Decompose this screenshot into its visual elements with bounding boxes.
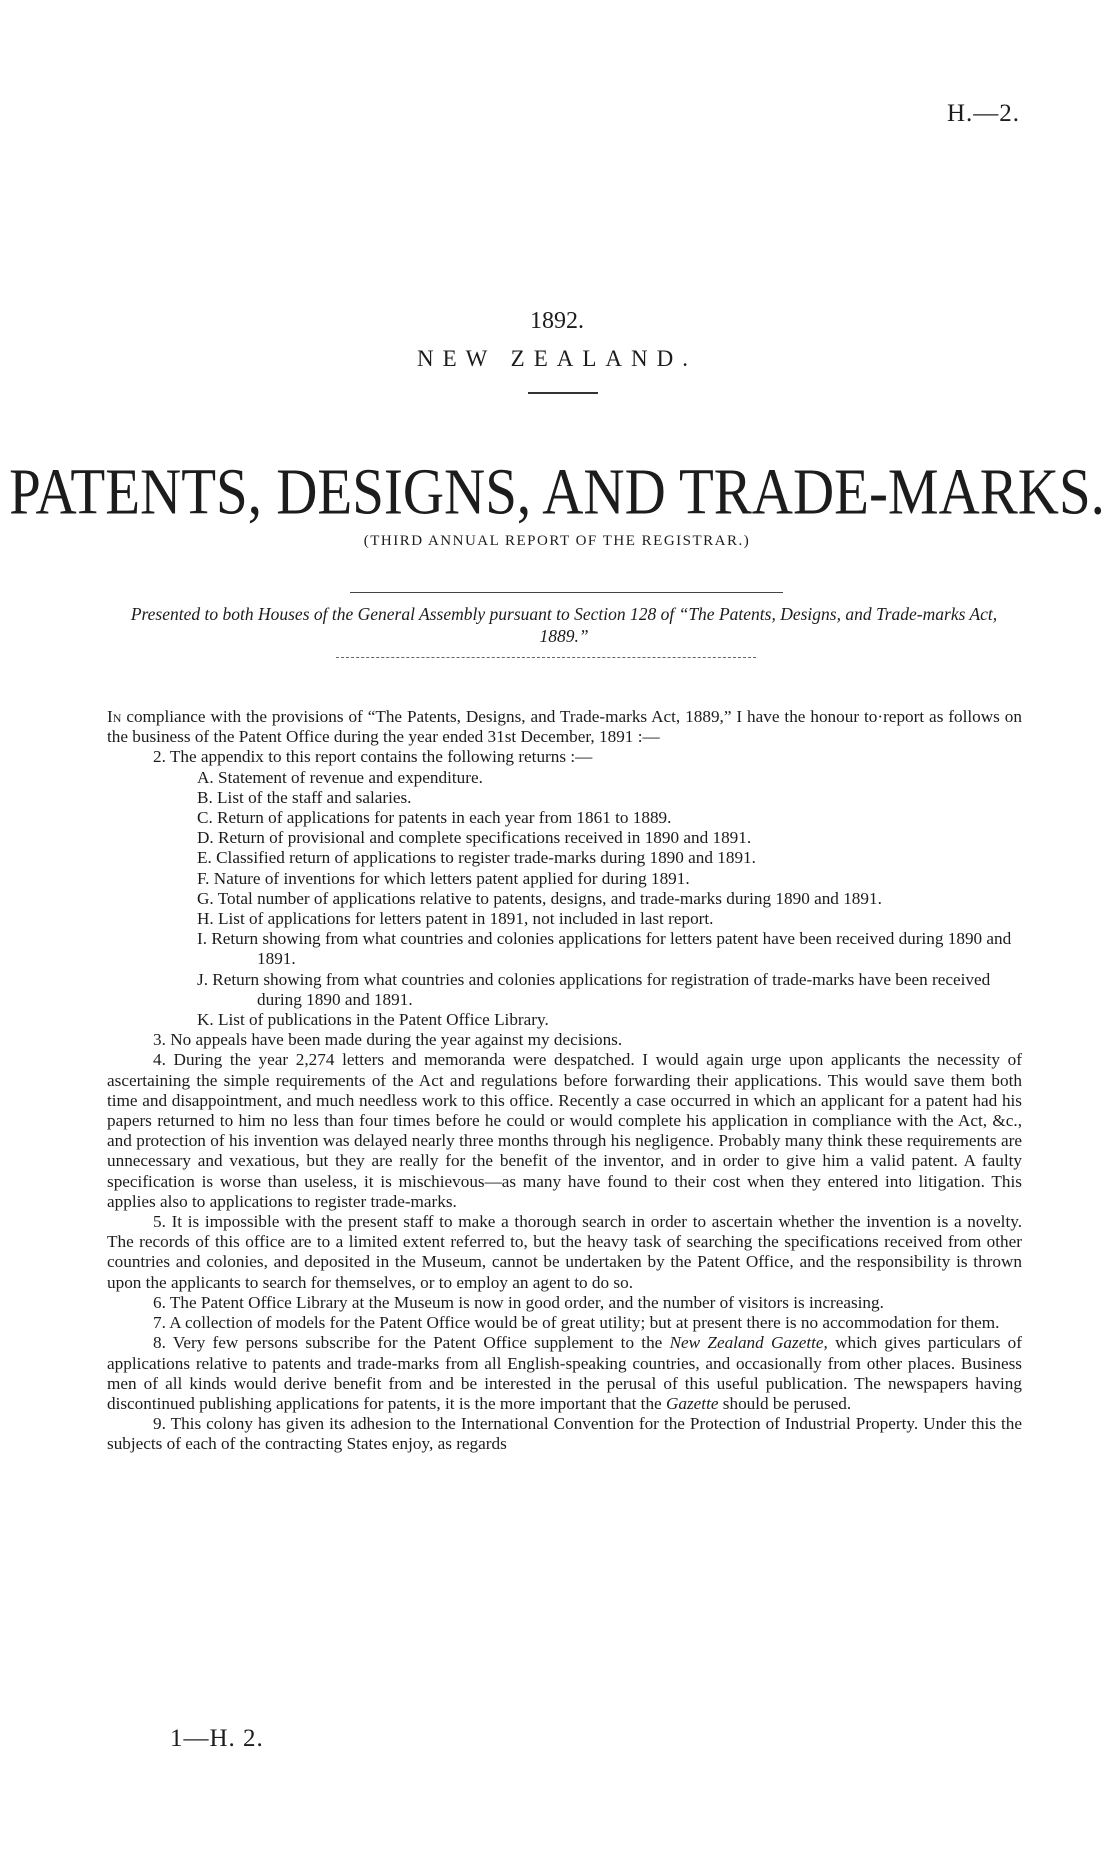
footer-page-reference: 1—H. 2. [170,1725,264,1752]
page-title: PATENTS, DESIGNS, AND TRADE-MARKS. [9,456,1105,529]
report-year: 1892. [530,308,584,334]
paragraph-7: 7. A collection of models for the Patent Office would be of great utility; but at present there is no accommodation for them. [153,1313,1000,1333]
paragraph-6: 6. The Patent Office Library at the Museum is now in good order, and the number of visitors is increasing. [153,1292,884,1312]
list-item: D. Return of provisional and complete specifications received in 1890 and 1891. [197,828,752,848]
page-reference: H.—2. [946,100,1020,127]
paragraph-8-text-b: which gives particulars of applications relative to patents and trade-marks from all English-speaking countries, and occasionally from other places. Business men of all kinds would derive benefit from and be interested in the perusal of this useful publication. The newspapers having discontinued publishing applications for patents, it is the more important that the [107,1333,1023,1413]
paragraph-8-text-a: 8. Very few persons subscribe for the Patent Office supplement to the [153,1333,670,1353]
drop-word: In [107,707,122,726]
list-item: I. Return showing from what countries and colonies applications for letters patent have been received during 1890 and 1891. [197,929,1012,969]
list-item: E. Classified return of applications to register trade-marks during 1890 and 1891. [197,848,756,868]
returns-list [107,768,1022,1031]
list-item: C. Return of applications for patents in each year from 1861 to 1889. [197,808,672,828]
list-item: H. List of applications for letters patent in 1891, not included in last report. [197,909,714,929]
title-divider [528,392,598,394]
gazette-title-short: Gazette [665,1393,719,1413]
paragraph-1-text: compliance with the provisions of “The Patents, Designs, and Trade-marks Act, 1889,” I have the honour to·report as follows on the business of the Patent Office during the year ended 31st December, 1891 :— [107,707,1022,747]
report-subtitle: (THIRD ANNUAL REPORT OF THE REGISTRAR.) [363,533,751,549]
paragraph-1 [107,707,1022,747]
paragraph-4: 4. During the year 2,274 letters and memoranda were despatched. I would again urge upon applicants the necessity of ascertaining the simple requirements of the Act and regulations before forwarding their applications. This would save them both time and disappointment, and much needless work to this office. Recently a case occurred in which an applicant for a patent had his papers returned to him no less than four times before he could or would complete his application in compliance with the Act, &c., and protection of his invention was delayed nearly three months through his negligence. Probably many think these requirements are unnecessary and vexatious, but they are really for the benefit of the inventor, and in order to give him a valid patent. A faulty specification is worse than useless, it is mischievous—as many have found to their cost when they entered into litigation. This applies also to applications to register trade-marks. [107,1050,1022,1211]
list-item: J. Return showing from what countries and colonies applications for registration of trade-marks have been received during 1890 and 1891. [197,969,991,1009]
gazette-title: New Zealand Gazette, [669,1333,828,1353]
divider-top [350,592,783,593]
list-item: F. Nature of inventions for which letters patent applied for during 1891. [197,868,690,888]
presentation-note: Presented to both Houses of the General Assembly pursuant to Section 128 of “The Patents, Designs, and Trade-marks Act, 1889.” [130,604,998,646]
paragraph-8-text-c: should be perused. [718,1393,852,1413]
list-item: A. Statement of revenue and expenditure. [197,767,483,787]
paragraph-9: 9. This colony has given its adhesion to the International Convention for the Protection of Industrial Property. Under this the subjects of each of the contracting States enjoy, as regards [107,1414,1022,1454]
paragraph-8 [107,1333,1022,1414]
divider-bottom [336,657,756,658]
paragraph-5: 5. It is impossible with the present staff to make a thorough search in order to ascertain whether the invention is a novelty. The records of this office are to a limited extent referred to, but the heavy task of searching the specifications received from other countries and colonies, and deposited in the Museum, cannot be undertaken by the Patent Office, and the responsibility is thrown upon the applicants to search for themselves, or to employ an agent to do so. [107,1212,1022,1292]
list-item: B. List of the staff and salaries. [197,787,412,807]
list-item: G. Total number of applications relative to patents, designs, and trade-marks during 1890 and 1891. [197,888,882,908]
paragraph-3: 3. No appeals have been made during the year against my decisions. [153,1030,623,1050]
list-item: K. List of publications in the Patent Office Library. [197,1010,549,1030]
country-heading: NEW ZEALAND. [416,346,698,371]
paragraph-2: 2. The appendix to this report contains the following returns :— [153,747,593,767]
report-body [107,707,1022,1455]
